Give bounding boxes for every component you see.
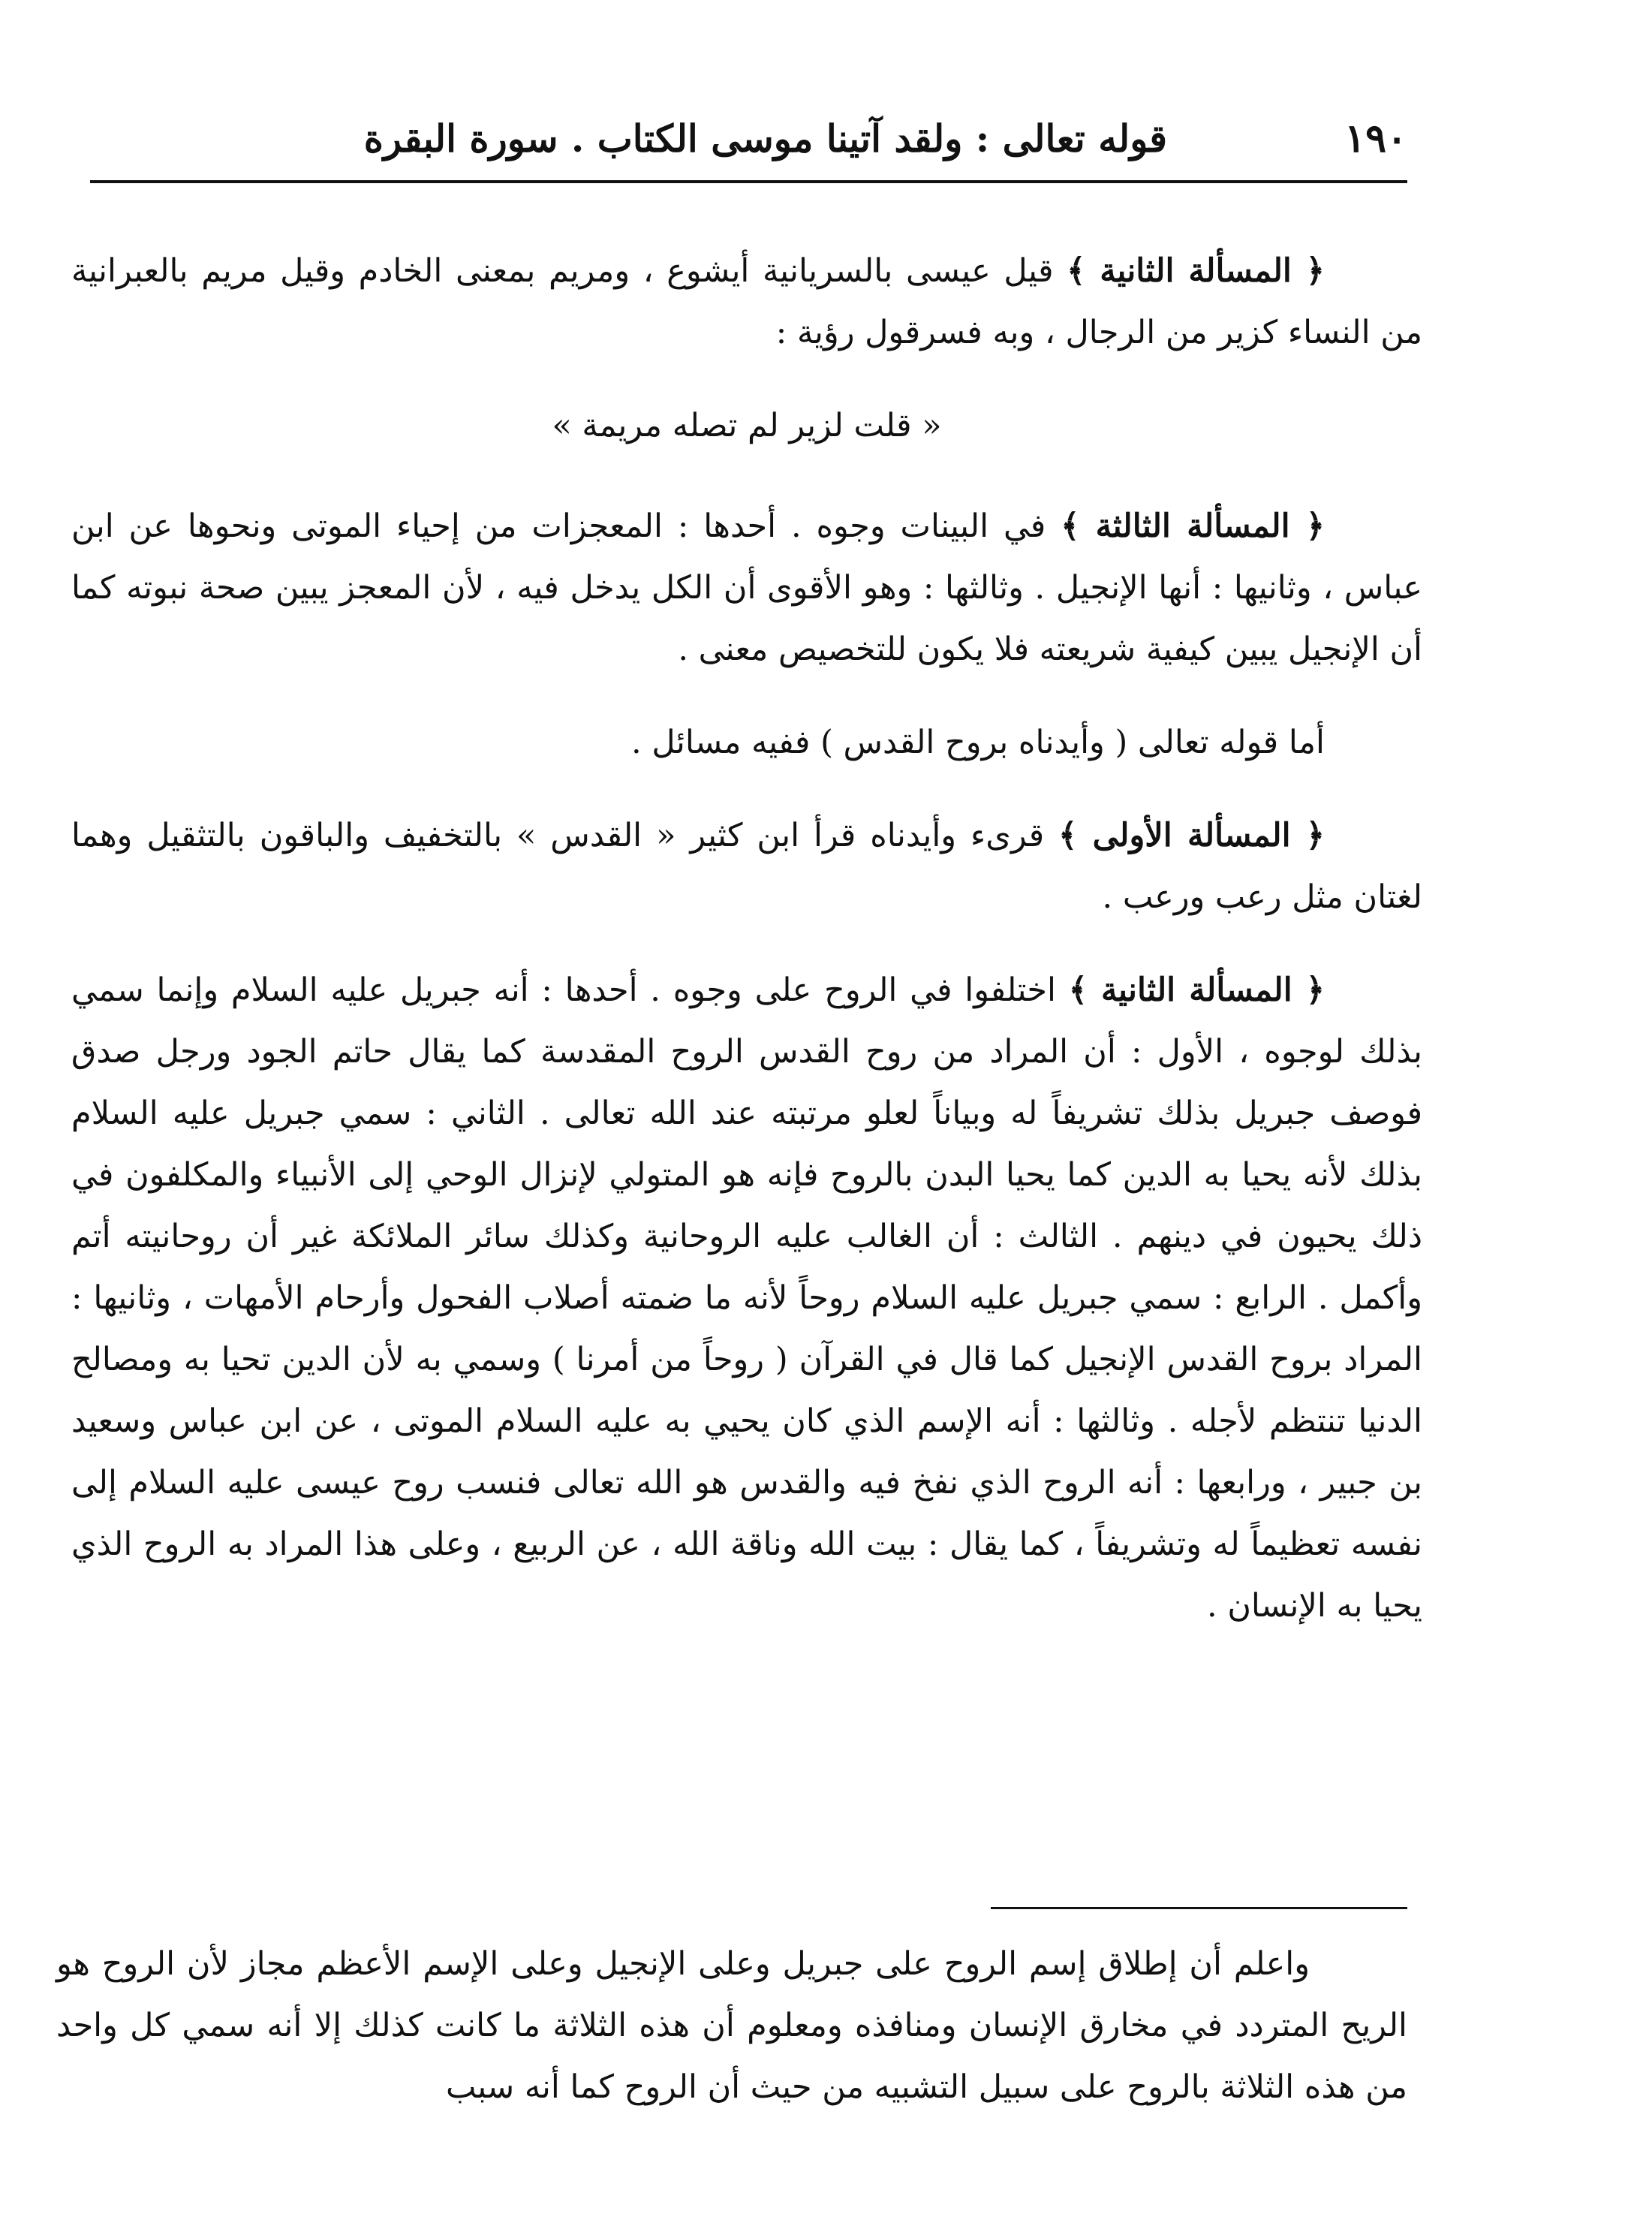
paragraph-mas1-qiraa <box>71 805 1422 928</box>
paragraph-text: أما قوله تعالى ( وأيدناه بروح القدس ) ففيه مسائل . <box>631 724 1325 761</box>
paragraph-text: قيل عيسى بالسريانية أيشوع ، ومريم بمعنى الخادم وقيل مريم بالعبرانية من النساء كزير من الرجال ، وبه فسرقول رؤية : <box>71 252 1422 351</box>
paragraph-mas2-ruh <box>71 959 1422 1637</box>
footnote-block <box>56 1933 1407 2118</box>
section-heading: ﴿ المسألة الثانية ﴾ <box>1068 971 1325 1009</box>
section-heading: ﴿ المسألة الثانية ﴾ <box>1067 252 1325 290</box>
paragraph-text: اختلفوا في الروح على وجوه . أحدها : أنه جبريل عليه السلام وإنما سمي بذلك لوجوه ، الأول : أن المراد من روح القدس الروح المقدسة كما يقال حاتم الجود ورجل صدق فوصف جبريل بذلك تشريفاً له وبياناً لعلو مرتبته عند الله تعالى . الثاني : سمي جبريل عليه السلام بذلك لأنه يحيا به الدين كما يحيا البدن بالروح فإنه هو المتولي لإنزال الوحي إلى الأنبياء والمكلفون في ذلك يحيون في دينهم . الثالث : أن الغالب عليه الروحانية وكذلك سائر الملائكة غير أن روحانيته أتم وأكمل . الرابع : سمي جبريل عليه السلام روحاً لأنه ما ضمته أصلاب الفحول وأرحام الأمهات ، وثانيها : المراد بروح القدس الإنجيل كما قال في القرآن ( روحاً من أمرنا ) وسمي به لأن الدين تحيا به ومصالح الدنيا تنتظم لأجله . وثالثها : أنه الإسم الذي كان يحيي به عليه السلام الموتى ، عن ابن عباس وسعيد بن جبير ، ورابعها : أنه الروح الذي نفخ فيه والقدس هو الله تعالى فنسب روح عيسى عليه السلام إلى نفسه تعظيماً له وتشريفاً ، كما يقال : بيت الله وناقة الله ، عن الربيع ، وعلى هذا المراد به الروح الذي يحيا به الإنسان . <box>71 971 1422 1625</box>
page-number: ١٩٠ <box>1344 116 1407 161</box>
paragraph-text: قرىء وأيدناه قرأ ابن كثير « القدس » بالتخفيف والباقون بالتثقيل وهما لغتان مثل رعب ورعب . <box>71 817 1422 916</box>
header-divider <box>90 180 1407 183</box>
poetry-quote <box>71 395 1422 456</box>
paragraph-mas2-names <box>71 240 1422 363</box>
footnote-divider <box>991 1907 1407 1909</box>
running-title: قوله تعالى : ولقد آتينا موسى الكتاب . سورة البقرة <box>363 116 1167 161</box>
paragraph-text: في البينات وجوه . أحدها : المعجزات من إحياء الموتى ونحوها عن ابن عباس ، وثانيها : أنها الإنجيل . وثالثها : وهو الأقوى أن الكل يدخل فيه ، لأن المعجز يبين صحة نبوته كما أن الإنجيل يبين كيفية شريعته فلا يكون للتخصيص معنى . <box>71 508 1422 668</box>
paragraph-mas3-bayyinat <box>71 496 1422 680</box>
page-header <box>353 109 1407 169</box>
paragraph-intro-ruh-qudus <box>71 712 1422 773</box>
quote-text: « قلت لزير لم تصله مريمة » <box>552 407 942 444</box>
main-text <box>71 240 1422 1668</box>
section-heading: ﴿ المسألة الأولى ﴾ <box>1058 817 1325 854</box>
footnote-text: واعلم أن إطلاق إسم الروح على جبريل وعلى الإنجيل وعلى الإسم الأعظم مجاز لأن الروح هو الريح المتردد في مخارق الإنسان ومنافذه ومعلوم أن هذه الثلاثة ما كانت كذلك إلا أنه سمي كل واحد من هذه الثلاثة بالروح على سبيل التشبيه من حيث أن الروح كما أنه سبب <box>56 1945 1407 2106</box>
section-heading: ﴿ المسألة الثالثة ﴾ <box>1061 508 1325 545</box>
